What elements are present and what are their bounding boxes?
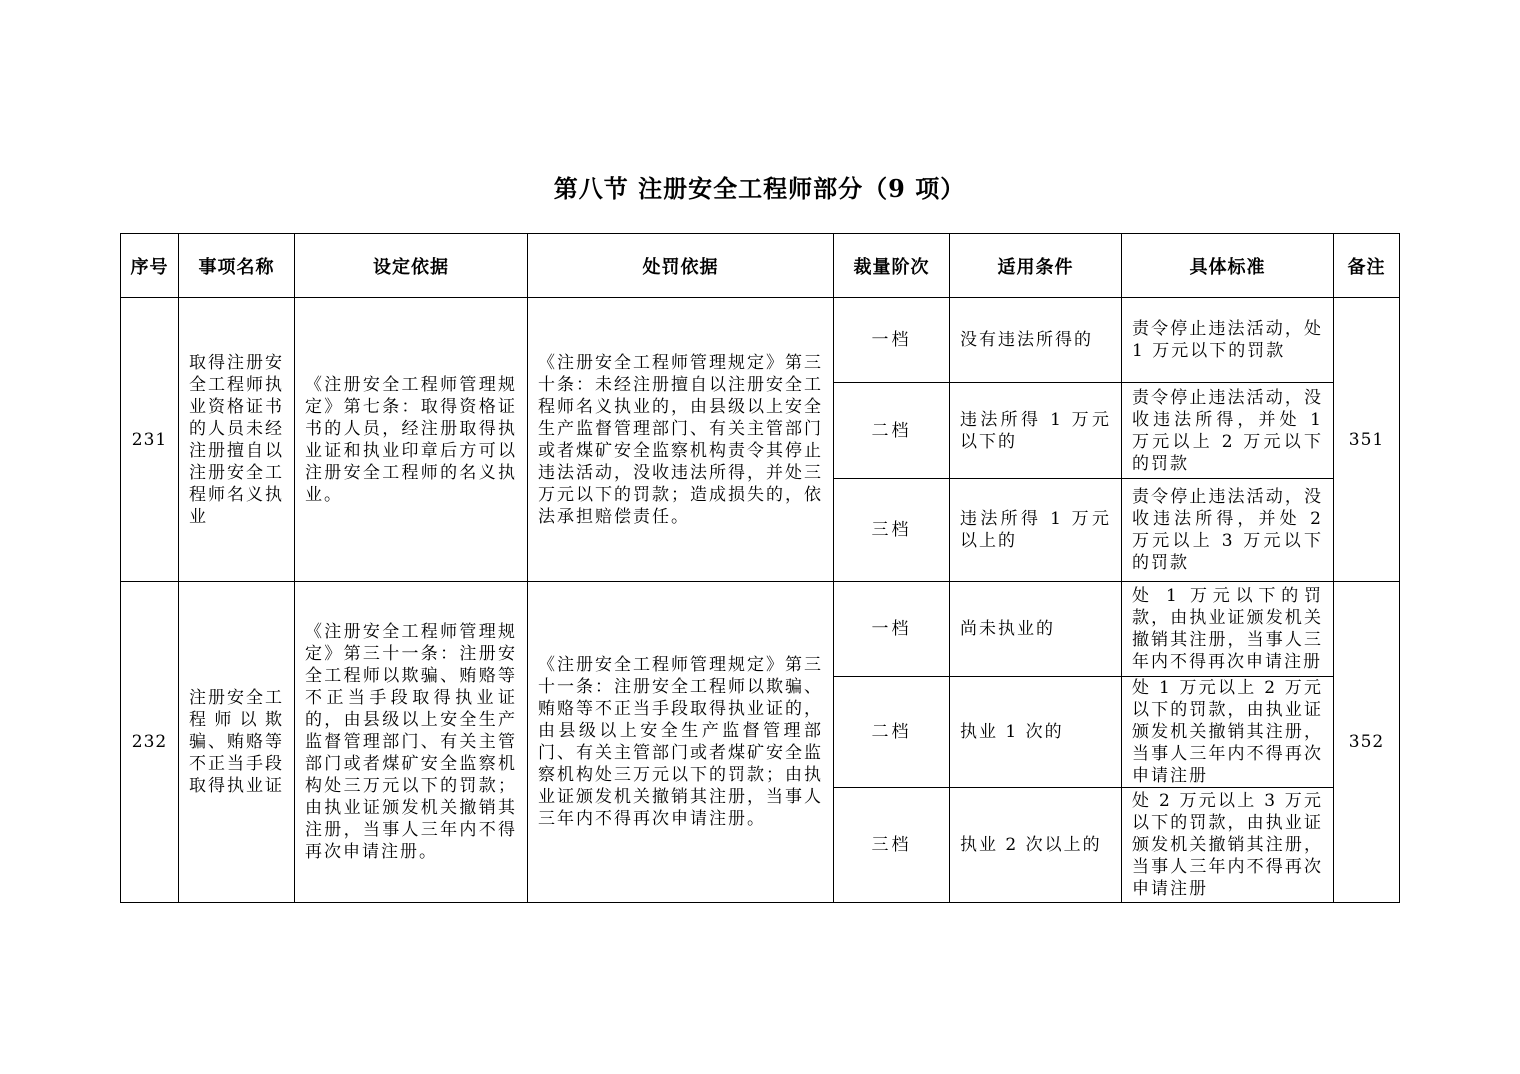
cell-note: 351: [1334, 298, 1400, 582]
cell-tier-level: 一档: [834, 582, 950, 677]
cell-condition: 执业 2 次以上的: [950, 788, 1122, 903]
cell-condition: 违法所得 1 万元以下的: [950, 383, 1122, 479]
header-basis: 设定依据: [295, 234, 528, 298]
cell-basis: 《注册安全工程师管理规定》第三十一条：注册安全工程师以欺骗、贿赂等不正当手段取得执业证的，由县级以上安全生产监督管理部门、有关主管部门或者煤矿安全监察机构处三万元以下的罚款；由执业证颁发机关撤销其注册，当事人三年内不得再次申请注册。: [295, 582, 528, 903]
cell-standard: 处 1 万元以上 2 万元以下的罚款，由执业证颁发机关撤销其注册，当事人三年内不得再次申请注册: [1122, 677, 1334, 788]
cell-item-name: 注册安全工程师以欺骗、贿赂等不正当手段取得执业证: [179, 582, 295, 903]
cell-tier-level: 二档: [834, 677, 950, 788]
header-penalty-basis: 处罚依据: [528, 234, 834, 298]
cell-seq: 231: [121, 298, 179, 582]
cell-standard: 责令停止违法活动，处 1 万元以下的罚款: [1122, 298, 1334, 383]
cell-tier-level: 三档: [834, 788, 950, 903]
header-condition: 适用条件: [950, 234, 1122, 298]
penalty-table: [120, 233, 1400, 903]
cell-condition: 尚未执业的: [950, 582, 1122, 677]
cell-standard: 处 1 万元以下的罚款，由执业证颁发机关撤销其注册，当事人三年内不得再次申请注册: [1122, 582, 1334, 677]
cell-basis: 《注册安全工程师管理规定》第七条：取得资格证书的人员，经注册取得执业证和执业印章后方可以注册安全工程师的名义执业。: [295, 298, 528, 582]
cell-tier-level: 一档: [834, 298, 950, 383]
cell-tier-level: 二档: [834, 383, 950, 479]
cell-condition: 执业 1 次的: [950, 677, 1122, 788]
cell-note: 352: [1334, 582, 1400, 903]
table-row: [121, 298, 1400, 383]
header-item-name: 事项名称: [179, 234, 295, 298]
cell-penalty-basis: 《注册安全工程师管理规定》第三十一条：注册安全工程师以欺骗、贿赂等不正当手段取得执业证的，由县级以上安全生产监督管理部门、有关主管部门或者煤矿安全监察机构处三万元以下的罚款；由执业证颁发机关撤销其注册，当事人三年内不得再次申请注册。: [528, 582, 834, 903]
cell-item-name: 取得注册安全工程师执业资格证书的人员未经注册擅自以注册安全工程师名义执业: [179, 298, 295, 582]
cell-penalty-basis: 《注册安全工程师管理规定》第三十条：未经注册擅自以注册安全工程师名义执业的，由县级以上安全生产监督管理部门、有关主管部门或者煤矿安全监察机构责令其停止违法活动，没收违法所得，并处三万元以下的罚款；造成损失的，依法承担赔偿责任。: [528, 298, 834, 582]
cell-condition: 没有违法所得的: [950, 298, 1122, 383]
cell-standard: 责令停止违法活动，没收违法所得，并处 1 万元以上 2 万元以下的罚款: [1122, 383, 1334, 479]
cell-standard: 责令停止违法活动，没收违法所得，并处 2 万元以上 3 万元以下的罚款: [1122, 479, 1334, 582]
header-note: 备注: [1334, 234, 1400, 298]
cell-seq: 232: [121, 582, 179, 903]
header-standard: 具体标准: [1122, 234, 1334, 298]
table-row: [121, 582, 1400, 677]
cell-standard: 处 2 万元以上 3 万元以下的罚款，由执业证颁发机关撤销其注册，当事人三年内不得再次申请注册: [1122, 788, 1334, 903]
cell-condition: 违法所得 1 万元以上的: [950, 479, 1122, 582]
cell-tier-level: 三档: [834, 479, 950, 582]
header-seq: 序号: [121, 234, 179, 298]
header-tier: 裁量阶次: [834, 234, 950, 298]
header-row: [121, 234, 1400, 298]
page-title: 第八节 注册安全工程师部分（9 项）: [553, 174, 966, 203]
